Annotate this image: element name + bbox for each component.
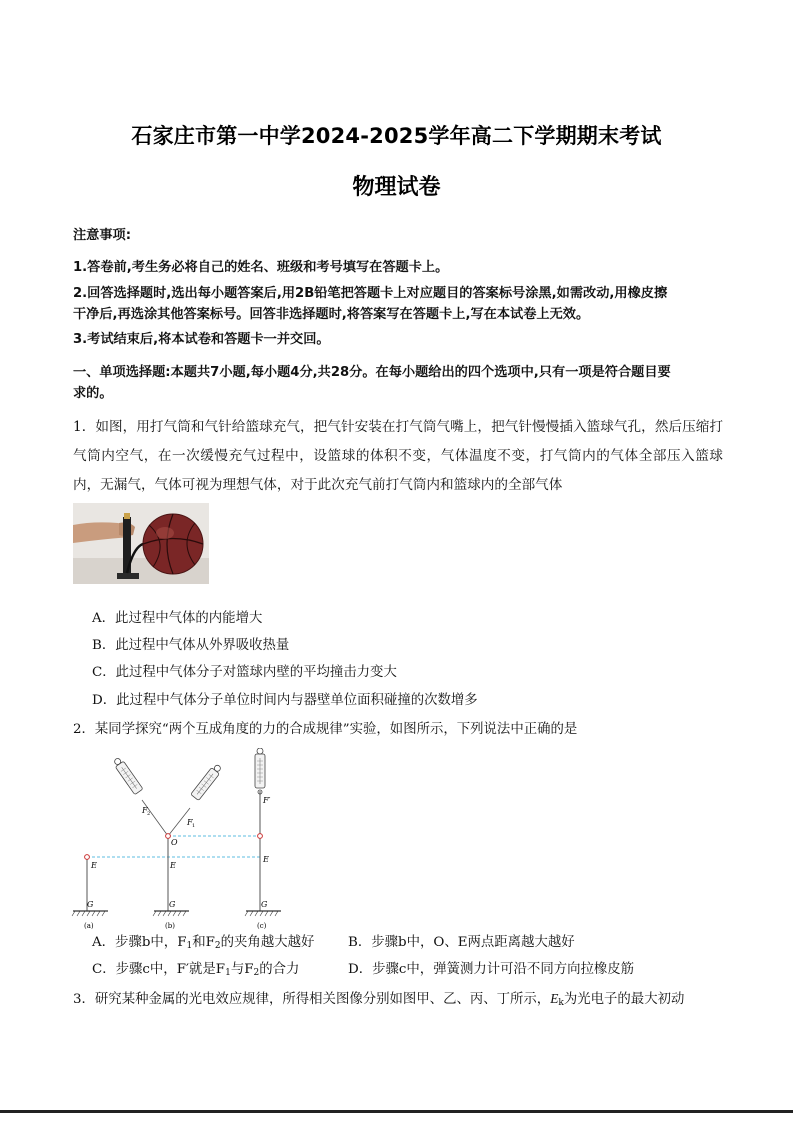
q1-option-c: C．此过程中气体分子对篮球内壁的平均撞击力变大 xyxy=(92,665,397,680)
section-heading-cont: 求的。 xyxy=(73,386,113,401)
label-f-prime: F′ xyxy=(263,796,271,805)
label-fig-c: (c) xyxy=(257,922,267,930)
label-f2: F xyxy=(142,806,148,815)
label-g-a: G xyxy=(87,900,94,909)
exam-subtitle: 物理试卷 xyxy=(352,175,441,200)
q1-option-d: D．此过程中气体分子单位时间内与器壁单位面积碰撞的次数增多 xyxy=(92,693,478,708)
question-1-text: 1．如图，用打气筒和气针给篮球充气，把气针安装在打气筒气嘴上，把气针慢慢插入篮球气孔，然后压缩打气筒内空气，在一次缓慢充气过程中，设篮球的体积不变，气体温度不变，打气筒内的气体全部压入篮球内，无漏气，气体可视为理想气体，对于此次充气前打气筒内和篮球内的全部气体 xyxy=(73,419,723,493)
label-f1-sub: 1 xyxy=(192,823,196,829)
question-2-text: 2．某同学探究“两个互成角度的力的合成规律”实验，如图所示，下列说法中正确的是 xyxy=(73,722,578,737)
page-bottom-rule xyxy=(0,1110,793,1113)
label-o: O xyxy=(171,838,178,847)
q2-option-a: A．步骤b中，$F_1$和$F_2$的夹角越大越好 xyxy=(92,935,315,951)
notice-item-3: 3.考试结束后,将本试卷和答题卡一并交回。 xyxy=(73,332,330,347)
label-f1: F xyxy=(187,818,193,827)
q1-option-b: B．此过程中气体从外界吸收热量 xyxy=(92,638,290,653)
q1-option-a: A．此过程中气体的内能增大 xyxy=(92,611,263,626)
notice-heading: 注意事项: xyxy=(73,228,132,243)
notice-item-2-cont: 干净后,再选涂其他答案标号。回答非选择题时,将答案写在答题卡上,写在本试卷上无效。 xyxy=(73,307,590,322)
notice-item-1: 1.答卷前,考生务必将自己的姓名、班级和考号填写在答题卡上。 xyxy=(73,260,449,275)
q2-option-b: B．步骤b中，O、E两点距离越大越好 xyxy=(348,935,575,950)
q2-option-d: D．步骤c中，弹簧测力计可沿不同方向拉橡皮筋 xyxy=(348,962,635,977)
label-fig-b: (b) xyxy=(165,922,175,930)
force-composition-diagram xyxy=(60,748,300,938)
label-fig-a: (a) xyxy=(84,922,94,930)
label-e-a: E xyxy=(91,861,97,870)
label-g-c: G xyxy=(261,900,268,909)
label-f2-sub: 2 xyxy=(147,811,151,817)
section-heading: 一、单项选择题:本题共7小题,每小题4分,共28分。在每小题给出的四个选项中,只有一项是符合题目要 xyxy=(73,365,671,380)
pump-basketball-photo xyxy=(73,503,209,584)
label-g-b: G xyxy=(169,900,176,909)
exam-title: 石家庄市第一中学2024-2025学年高二下学期期末考试 xyxy=(131,124,662,148)
label-e-b: E xyxy=(170,861,176,870)
q2-option-c: C．步骤c中，F′就是$F_1$与$F_2$的合力 xyxy=(92,962,300,978)
label-e-c: E xyxy=(263,855,269,864)
question-3-text: 3．研究某种金属的光电效应规律，所得相关图像分别如图甲、乙、丙、丁所示，$E_k$为光电子的最大初动 xyxy=(73,991,685,1008)
notice-item-2: 2.回答选择题时,选出每小题答案后,用2B铅笔把答题卡上对应题目的答案标号涂黑,如需改动,用橡皮擦 xyxy=(73,286,668,301)
